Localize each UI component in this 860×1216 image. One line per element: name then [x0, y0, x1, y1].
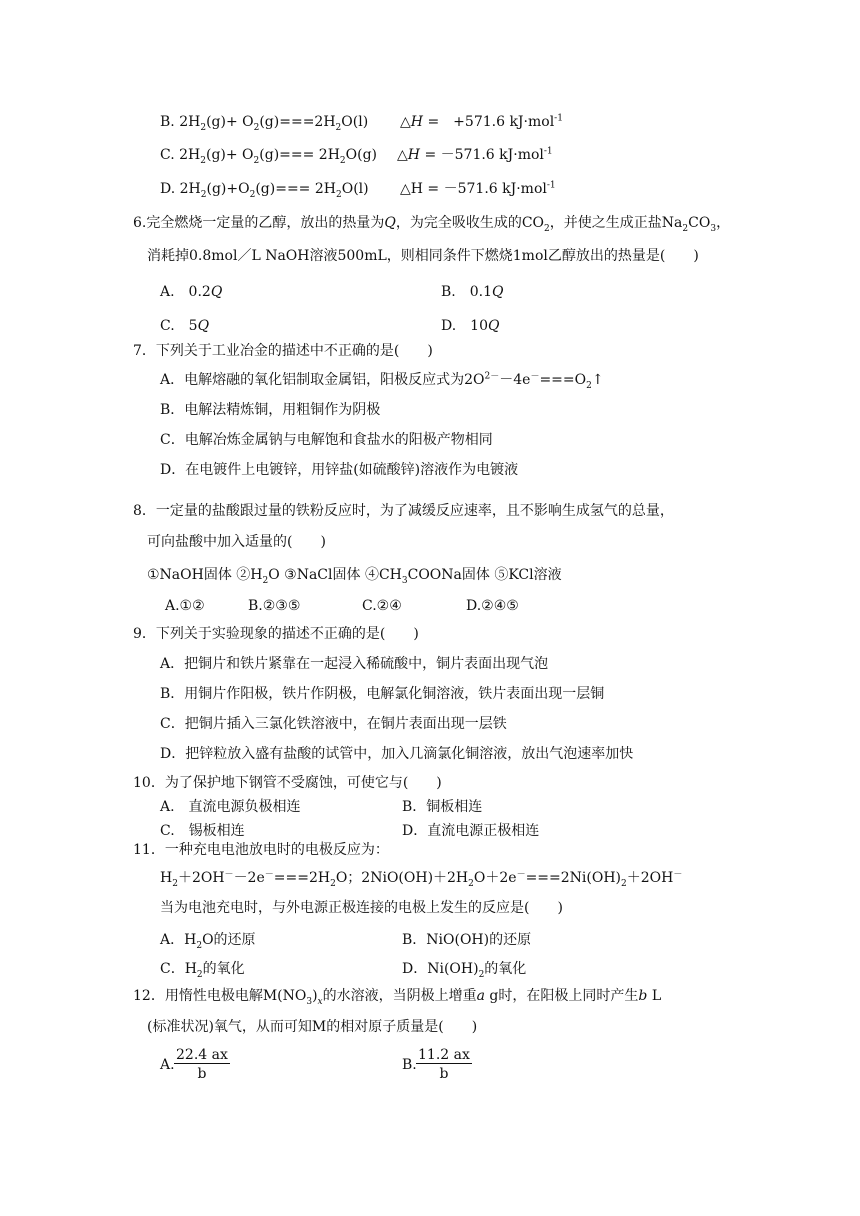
q12-option-a-numerator: 22.4 ax: [176, 1047, 228, 1063]
q11-option-b: B．NiO(OH)的还原: [402, 932, 532, 948]
q9-stem: 9．下列关于实验现象的描述不正确的是( ): [133, 626, 419, 642]
q7-option-d: D．在电镀件上电镀锌，用锌盐(如硫酸锌)溶液作为电镀液: [160, 462, 519, 478]
q11-option-a: A．$H_2O$的还原: [160, 932, 256, 951]
q6-stem-line2: 消耗掉0.8mol／L NaOH溶液500mL，则相同条件下燃烧1mol乙醇放出的热量是( ): [147, 248, 699, 264]
q9-option-d: D．把锌粒放入盛有盐酸的试管中，加入几滴氯化铜溶液，放出气泡速率加快: [160, 746, 634, 762]
q11-reaction: $H_2+2OH^--2e^-===2H_2O$；$2NiO(OH)+2H_2O+2e^-===2Ni(OH)_2+2OH^-$: [160, 869, 683, 889]
q9-option-c: C．把铜片插入三氯化铁溶液中，在铜片表面出现一层铁: [160, 716, 507, 732]
q12-stem-line1: 12．用惰性电极电解$M(NO_3)_x$的水溶液，当阴极上增重a g时，在阳极上同时产生b L: [133, 988, 662, 1007]
q7-option-b: B．电解法精炼铜，用粗铜作为阴极: [160, 402, 381, 418]
q10-option-d: D．直流电源正极相连: [402, 823, 540, 839]
q11-option-c: C．$H_2$的氧化: [160, 961, 245, 980]
q5-option-c-equation: $2H_2(g)+ O_2(g)=== 2H_2O(g)$: [179, 147, 378, 166]
q5-option-b: [160, 112, 368, 132]
q10-option-c: C. 锡板相连: [160, 823, 245, 839]
q5-option-b-enthalpy: △H = +571.6 kJ·mol$^{-1}$: [400, 113, 563, 130]
q8-option-a: A.①②: [165, 598, 205, 614]
q12-option-a-denominator: b: [197, 1066, 207, 1082]
q5-option-c-label: C.: [160, 147, 175, 163]
q11-option-d: D．$Ni(OH)_2$的氧化: [402, 961, 527, 980]
q5-option-c-enthalpy: △H = －571.6 kJ·mol$^{-1}$: [397, 146, 553, 163]
q11-stem: 11．一种充电电池放电时的电极反应为：: [133, 842, 389, 858]
q5-option-d-equation: $2H_2(g)+O_2(g)=== 2H_2O(l)$: [179, 181, 369, 200]
q10-option-a: A. 直流电源负极相连: [160, 799, 301, 815]
q12-option-b-denominator: b: [439, 1066, 449, 1082]
q8-stem-line1: 8．一定量的盐酸跟过量的铁粉反应时，为了减缓反应速率，且不影响生成氢气的总量，: [133, 503, 674, 519]
q10-option-b: B．铜板相连: [402, 799, 483, 815]
q5-option-c: [160, 145, 377, 165]
q5-option-d-enthalpy: △H = －571.6 kJ·mol$^{-1}$: [400, 180, 556, 197]
q5-option-d-label: D.: [160, 181, 176, 197]
q6-option-a: A. 0.2Q: [160, 284, 223, 300]
q12-stem-line2: (标准状况)氧气，从而可知M的相对原子质量是( ): [147, 1019, 478, 1035]
q9-option-a: A．把铜片和铁片紧靠在一起浸入稀硫酸中，铜片表面出现气泡: [160, 656, 549, 672]
q7-stem: 7．下列关于工业冶金的描述中不正确的是( ): [133, 343, 433, 359]
q6-option-c: C. 5Q: [160, 318, 210, 334]
q9-option-b: B．用铜片作阳极，铁片作阴极，电解氯化铜溶液，铁片表面出现一层铜: [160, 686, 605, 702]
q8-option-c: C.②④: [362, 598, 402, 614]
q10-stem: 10．为了保护地下钢管不受腐蚀，可使它与( ): [133, 775, 442, 791]
q11-stem-line2: 当为电池充电时，与外电源正极连接的电极上发生的反应是( ): [160, 900, 563, 916]
q5-option-d: [160, 179, 369, 199]
q7-option-c: C．电解冶炼金属钠与电解饱和食盐水的阳极产物相同: [160, 432, 493, 448]
q12-option-a-label: A.: [160, 1057, 175, 1073]
q6-option-b: B. 0.1Q: [441, 284, 504, 300]
q8-stem-line2: 可向盐酸中加入适量的( ): [147, 534, 326, 550]
q12-option-b-numerator: 11.2 ax: [418, 1047, 470, 1063]
q8-option-d: D.②④⑤: [466, 598, 519, 614]
q7-option-a: A．电解熔融的氧化铝制取金属铝，阳极反应式为$2O^{2-}-4e^-===O_2↑$: [160, 371, 604, 391]
q5-option-b-equation: $2H_2(g)+ O_2(g)===2H_2O(l)$: [179, 114, 369, 133]
q12-option-b-label: B.: [402, 1057, 417, 1073]
q6-option-d: D. 10Q: [441, 318, 500, 334]
q6-stem-line1: 6.完全燃烧一定量的乙醇，放出的热量为Q，为完全吸收生成的$CO_2$，并使之生成正盐$Na_2CO_3$，: [133, 215, 731, 234]
q8-items: ①NaOH固体 $②H_2O$ ③NaCl固体 $④CH_3COONa$固体 ⑤KCl溶液: [147, 567, 562, 586]
q5-option-b-label: B.: [160, 114, 175, 130]
q8-option-b: B.②③⑤: [248, 598, 301, 614]
